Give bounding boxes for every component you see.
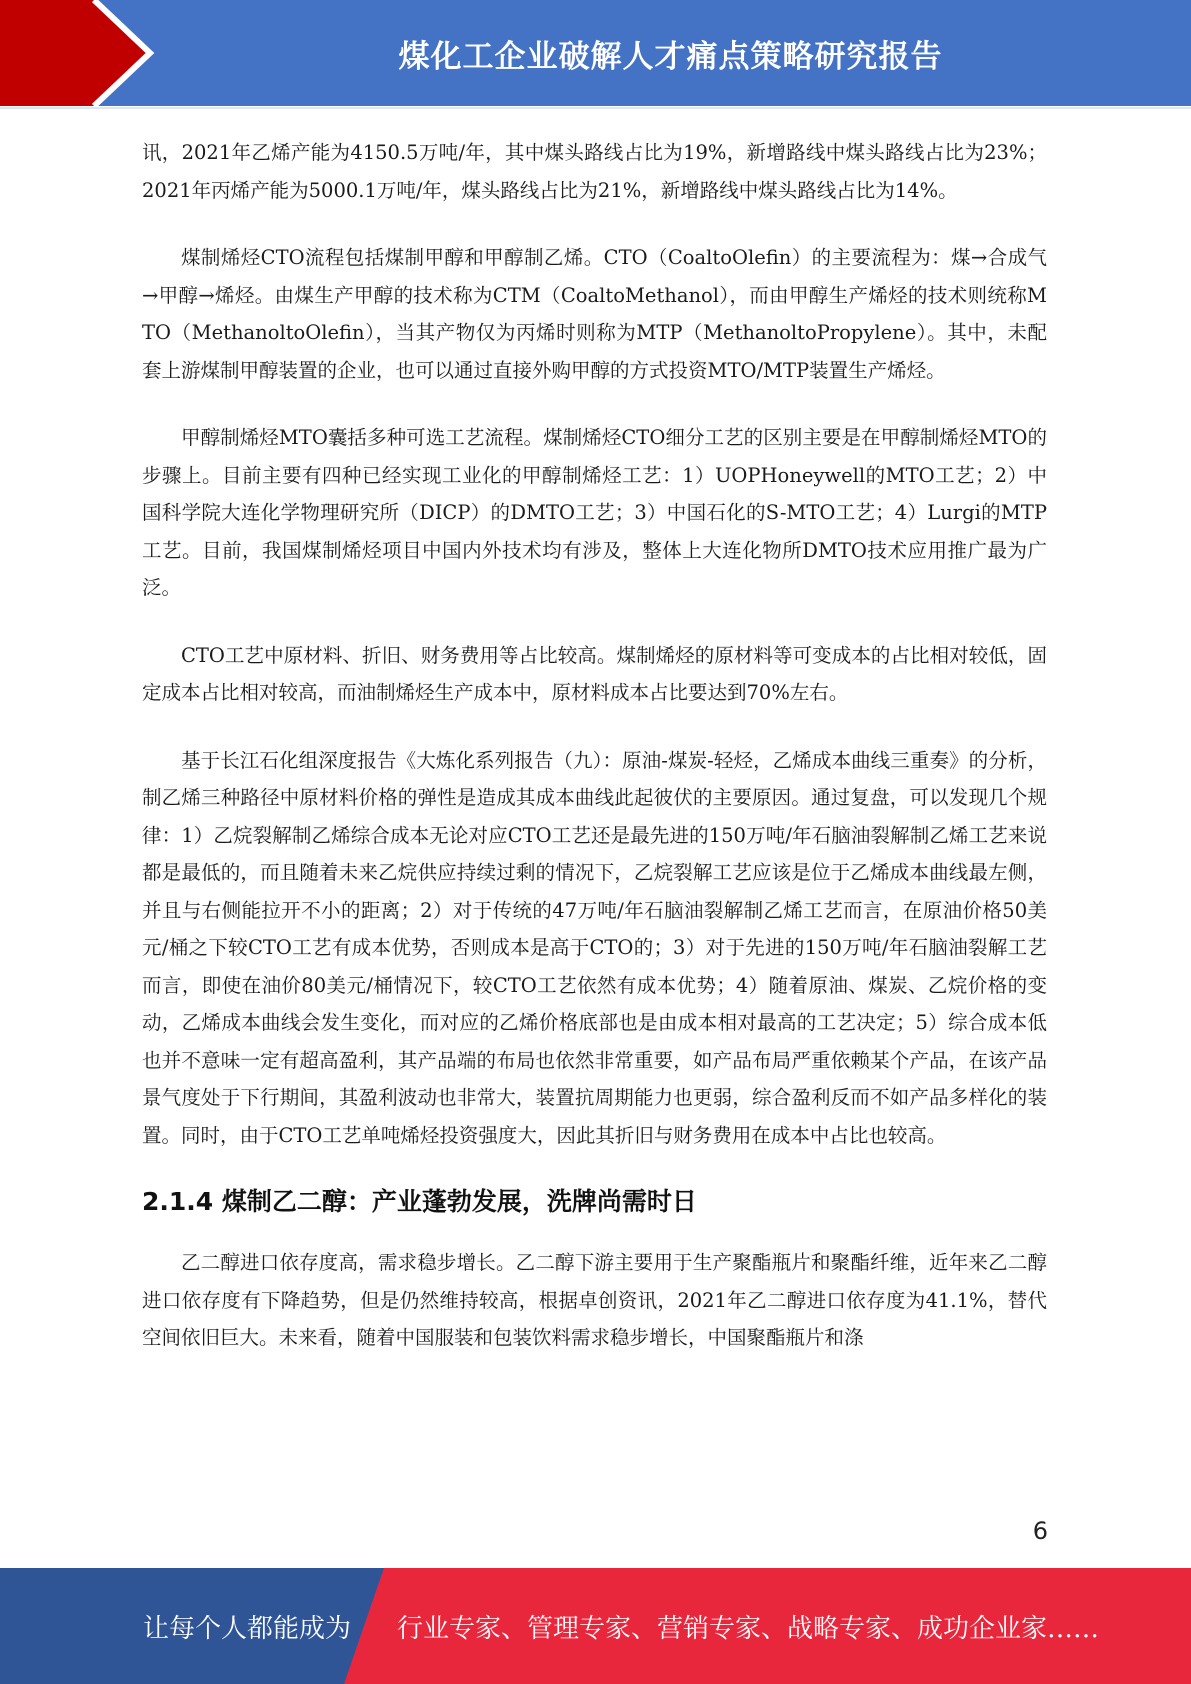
report-title: 煤化工企业破解人才痛点策略研究报告 (398, 38, 943, 75)
paragraph-ethylene-glycol: 乙二醇进口依存度高，需求稳步增长。乙二醇下游主要用于生产聚酯瓶片和聚酯纤维，近年来乙二醇进口依存度有下降趋势，但是仍然维持较高，根据卓创资讯，2021年乙二醇进口依存度为41.1%，替代空间依旧巨大。未来看，随着中国服装和包装饮料需求稳步增长，中国聚酯瓶片和涤 (142, 1251, 1047, 1349)
paragraph-mto-process: 甲醇制烯烃MTO囊括多种可选工艺流程。煤制烯烃CTO细分工艺的区别主要是在甲醇制烯烃MTO的步骤上。目前主要有四种已经实现工业化的甲醇制烯烃工艺：1）UOPHoneywell的MTO工艺；2）中国科学院大连化学物理研究所（DICP）的DMTO工艺；3）中国石化的S-MTO工艺；4）Lurgi的MTP工艺。目前，我国煤制烯烃项目中国内外技术均有涉及，整体上大连化物所DMTO技术应用推广最为广泛。 (142, 426, 1047, 599)
paragraph-continuation: 讯，2021年乙烯产能为4150.5万吨/年，其中煤头路线占比为19%，新增路线中煤头路线占比为23%；2021年丙烯产能为5000.1万吨/年，煤头路线占比为21%，新增路线中煤头路线占比为14%。 (142, 141, 1047, 202)
paragraph-cto-cost: CTO工艺中原材料、折旧、财务费用等占比较高。煤制烯烃的原材料等可变成本的占比相对较低，固定成本占比相对较高，而油制烯烃生产成本中，原材料成本占比要达到70%左右。 (142, 643, 1047, 704)
section-heading: 2.1.4 煤制乙二醇：产业蓬勃发展，洗牌尚需时日 (142, 1187, 697, 1216)
page-header (0, 0, 1191, 111)
paragraph-cto-process: 煤制烯烃CTO流程包括煤制甲醇和甲醇制乙烯。CTO（CoaltoOlefin）的主要流程为：煤→合成气→甲醇→烯烃。由煤生产甲醇的技术称为CTM（CoaltoMethanol），而由甲醇生产烯烃的技术则统称MTO（MethanoltoOlefin），当其产物仅为丙烯时则称为MTP（MethanoltoPropylene）。其中，未配套上游煤制甲醇装置的企业，也可以通过直接外购甲醇的方式投资MTO/MTP装置生产烯烃。 (142, 246, 1047, 382)
page-footer (0, 1568, 1191, 1684)
page-number: 6 (1032, 1517, 1048, 1545)
footer-slogan-right: 行业专家、管理专家、营销专家、战略专家、成功企业家…… (397, 1613, 1100, 1644)
paragraph-cost-curve-analysis: 基于长江石化组深度报告《大炼化系列报告（九）：原油-煤炭-轻烃，乙烯成本曲线三重奏》的分析，制乙烯三种路径中原材料价格的弹性是造成其成本曲线此起彼伏的主要原因。通过复盘，可以发现几个规律：1）乙烷裂解制乙烯综合成本无论对应CTO工艺还是最先进的150万吨/年石脑油裂解制乙烯工艺来说都是最低的，而且随着未来乙烷供应持续过剩的情况下，乙烷裂解工艺应该是位于乙烯成本曲线最左侧，并且与右侧能拉开不小的距离；2）对于传统的47万吨/年石脑油裂解制乙烯工艺而言，在原油价格50美元/桶之下较CTO工艺有成本优势，否则成本是高于CTO的；3）对于先进的150万吨/年石脑油裂解工艺而言，即使在油价80美元/桶情况下，较CTO工艺依然有成本优势；4）随着原油、煤炭、乙烷价格的变动，乙烯成本曲线会发生变化，而对应的乙烯价格底部也是由成本相对最高的工艺决定；5）综合成本低也并不意味一定有超高盈利，其产品端的布局也依然非常重要，如产品布局严重依赖某个产品，在该产品景气度处于下行期间，其盈利波动也非常大，装置抗周期能力也更弱，综合盈利反而不如产品多样化的装置。同时，由于CTO工艺单吨烯烃投资强度大，因此其折旧与财务费用在成本中占比也较高。 (142, 748, 1047, 1147)
footer-slogan-left: 让每个人都能成为 (143, 1613, 352, 1644)
document-body (142, 134, 1047, 1387)
